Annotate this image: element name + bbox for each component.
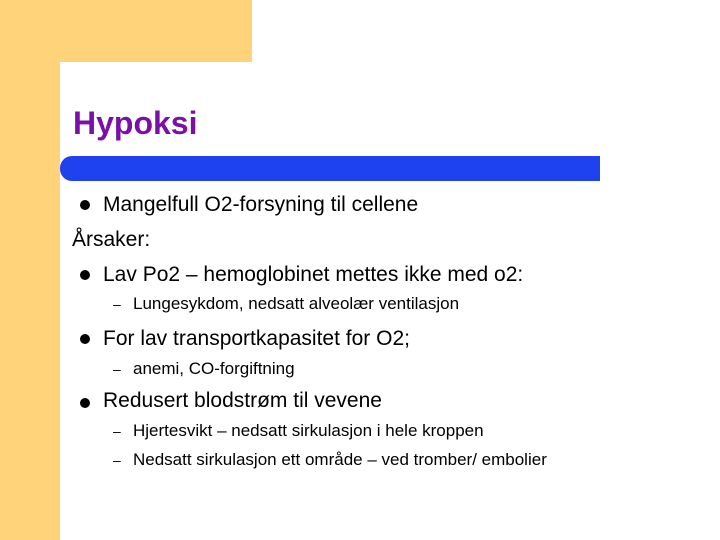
bullet-text-transportkapasitet: For lav transportkapasitet for O2; bbox=[103, 327, 410, 350]
bullet-text-mangelfull: Mangelfull O2-forsyning til cellene bbox=[103, 193, 419, 216]
decorative-yellow-left bbox=[0, 0, 60, 540]
causes-label: Årsaker: bbox=[72, 228, 151, 251]
sub-item-lungesykdom: Lungesykdom, nedsatt alveolær ventilasjon bbox=[133, 294, 460, 313]
bullet-icon bbox=[80, 270, 90, 280]
sub-item-hjertesvikt: Hjertesvikt – nedsatt sirkulasjon i hele kroppen bbox=[133, 421, 484, 440]
dash-marker: – bbox=[113, 361, 121, 377]
bullet-icon bbox=[80, 334, 90, 344]
bullet-text-redusert-blodstrom: Redusert blodstrøm til vevene bbox=[103, 389, 382, 412]
sub-item-nedsatt-sirkulasjon: Nedsatt sirkulasjon ett område – ved tromber/ embolier bbox=[133, 450, 547, 469]
sub-item-anemi: anemi, CO-forgiftning bbox=[133, 359, 295, 378]
dash-marker: – bbox=[113, 423, 121, 439]
bullet-icon bbox=[80, 200, 90, 210]
title-underline-bar bbox=[60, 156, 600, 181]
bullet-icon bbox=[80, 398, 90, 408]
dash-marker: – bbox=[113, 452, 121, 468]
dash-marker: – bbox=[113, 296, 121, 312]
bullet-text-lav-po2: Lav Po2 – hemoglobinet mettes ikke med o2: bbox=[103, 263, 524, 286]
slide-title: Hypoksi bbox=[73, 105, 198, 141]
